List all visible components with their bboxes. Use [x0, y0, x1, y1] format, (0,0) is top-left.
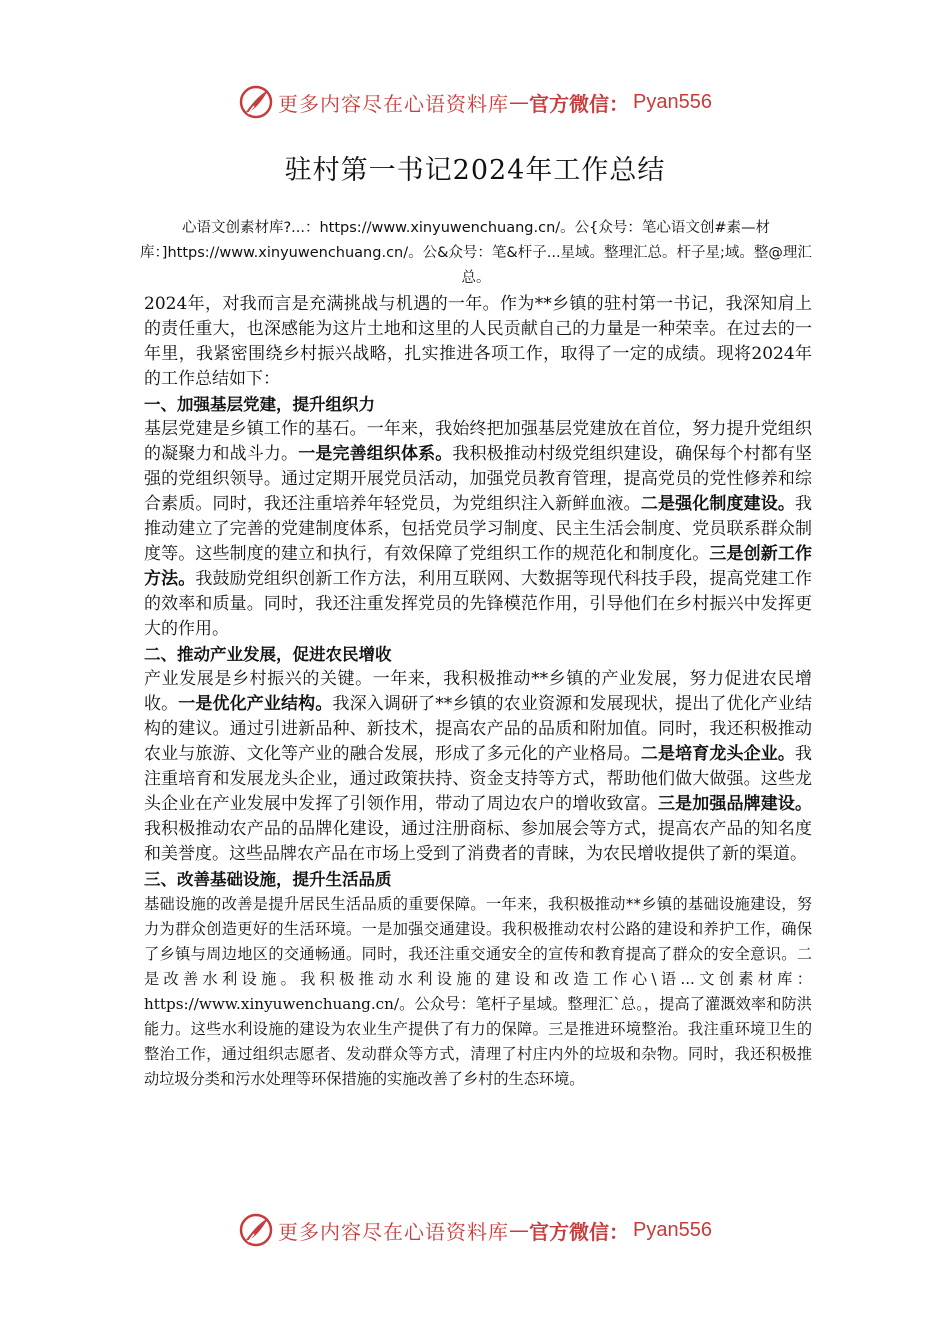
- header-banner[interactable]: [0, 80, 950, 124]
- section2-text-2: 我深入调研了**乡镇的农业资源和发展现状，提出了优化产业结构的建议。通过引进新品种、新技术，提高农产品的品质和附加值。同时，我还积极推动农业与旅游、文化等产业的融合发展，形成了多元化的产业格局。: [144, 694, 813, 764]
- section-paragraph-1: [144, 417, 812, 642]
- section1-text-3: 我推动建立了完善的党建制度体系，包括党员学习制度、民主生活会制度、党员联系群众制度等。这些制度的建立和执行，有效保障了党组织工作的规范化和制度化。: [144, 494, 813, 564]
- section1-bold-3: 三是创新工作方法。: [144, 544, 813, 589]
- source-note: 心语文创素材库?...：https://www.xinyuwenchuang.cn/。公{众号：笔心语文创#素—材库：]https://www.xinyuwenchuang.cn/。公&众号：笔&杆子...星域。整理汇总。杆子星;域。整@理汇总。: [140, 220, 812, 286]
- section-paragraph-2: [144, 667, 812, 867]
- banner-brand-text: 更多内容尽在心语资料库: [278, 1219, 510, 1244]
- quill-logo-icon: [238, 84, 274, 120]
- banner-separator: —: [509, 90, 530, 114]
- section1-text-1: 基层党建是乡镇工作的基石。一年来，我始终把加强基层党建放在首位，努力提升党组织的凝聚力和战斗力。: [144, 419, 812, 464]
- section2-text-3: 我注重培育和发展龙头企业，通过政策扶持、资金支持等方式，帮助他们做大做强。这些龙头企业在产业发展中发挥了引领作用，带动了周边农户的增收致富。: [144, 744, 813, 814]
- document-body: [144, 292, 812, 1092]
- banner-wechat-label: 官方微信：: [529, 1219, 630, 1244]
- section2-bold-2: 二是培育龙头企业。: [640, 744, 796, 764]
- section-heading-1: 一、加强基层党建，提升组织力: [144, 395, 375, 414]
- section1-text-2: 我积极推动村级党组织建设，确保每个村都有坚强的党组织领导。通过定期开展党员活动，加强党员教育管理，提高党员的党性修养和综合素质。同时，我还注重培养年轻党员，为党组织注入新鲜血液。: [144, 444, 813, 514]
- footer-banner[interactable]: [0, 1208, 950, 1252]
- source-url-link[interactable]: https://www.xinyuwenchuang.cn/: [144, 995, 400, 1013]
- section2-text-4: 我积极推动农产品的品牌化建设，通过注册商标、参加展会等方式，提高农产品的知名度和美誉度。这些品牌农产品在市场上受到了消费者的青睐，为农民增收提供了新的渠道。: [144, 819, 812, 864]
- section2-bold-3: 三是加强品牌建设。: [657, 794, 813, 814]
- section1-bold-2: 二是强化制度建设。: [640, 494, 796, 514]
- banner-brand-text: 更多内容尽在心语资料库: [278, 91, 510, 116]
- section3-text-2: 。公众号：笔杆子星域。整理汇`总。，提高了灌溉效率和防洪能力。这些水利设施的建设为农业生产提供了有力的保障。三是推进环境整治。我注重环境卫生的整治工作，通过组织志愿者、发动群众等方式，清理了村庄内外的垃圾和杂物。同时，我还积极推动垃圾分类和污水处理等环保措施的实施改善了乡村的生态环境。: [144, 995, 812, 1088]
- banner-wechat-id: Pyan556: [633, 90, 712, 113]
- section1-bold-1: 一是完善组织体系。: [298, 444, 453, 464]
- section2-text-1: 产业发展是乡村振兴的关键。一年来，我积极推动**乡镇的产业发展，努力促进农民增收。: [144, 669, 812, 714]
- banner-wechat-id: Pyan556: [633, 1218, 712, 1241]
- section-paragraph-3: [144, 892, 812, 1092]
- section3-text-1: 基础设施的改善是提升居民生活品质的重要保障。一年来，我积极推动**乡镇的基础设施建设，努力为群众创造更好的生活环境。一是加强交通建设。我积极推动农村公路的建设和养护工作，确保了乡镇与周边地区的交通畅通。同时，我还注重交通安全的宣传和教育提高了群众的安全意识。二是改善水利设施。我积极推动水利设施的建设和改造工作心\语...文创素材库：: [144, 895, 812, 988]
- banner-wechat-label: 官方微信：: [529, 91, 630, 116]
- document-title: 驻村第一书记2024年工作总结: [284, 155, 666, 186]
- section-heading-2: 二、推动产业发展，促进农民增收: [144, 645, 392, 664]
- section2-bold-1: 一是优化产业结构。: [178, 694, 333, 714]
- quill-logo-icon: [238, 1212, 274, 1248]
- intro-paragraph: 2024年，对我而言是充满挑战与机遇的一年。作为**乡镇的驻村第一书记，我深知肩上的责任重大，也深感能为这片土地和这里的人民贡献自己的力量是一种荣幸。在过去的一年里，我紧密围绕乡村振兴战略，扎实推进各项工作，取得了一定的成绩。现将2024年的工作总结如下：: [144, 294, 812, 389]
- banner-separator: —: [509, 1218, 530, 1242]
- section-heading-3: 三、改善基础设施，提升生活品质: [144, 870, 392, 889]
- section1-text-4: 我鼓励党组织创新工作方法，利用互联网、大数据等现代科技手段，提高党建工作的效率和质量。同时，我还注重发挥党员的先锋模范作用，引导他们在乡村振兴中发挥更大的作用。: [144, 569, 813, 639]
